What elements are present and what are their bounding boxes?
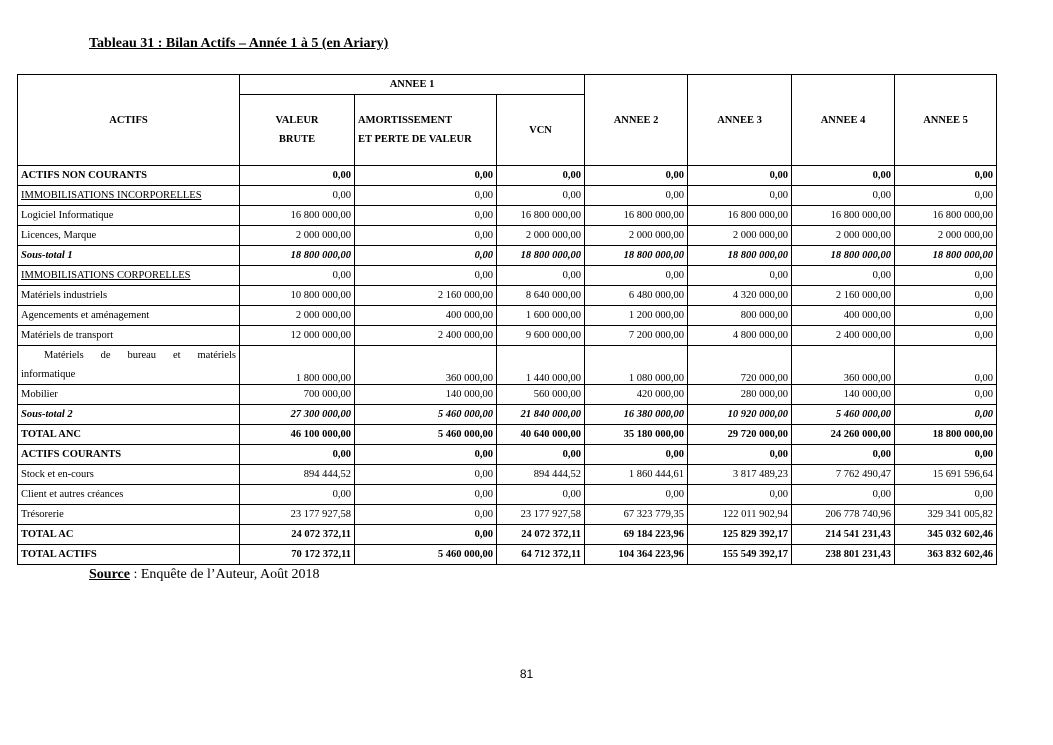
row-label: [18, 266, 240, 286]
value-cell: 214 541 231,43: [792, 525, 895, 545]
value-cell: 0,00: [895, 306, 997, 326]
value-cell: 894 444,52: [497, 465, 585, 485]
value-cell: 363 832 602,46: [895, 545, 997, 565]
value-cell: 4 320 000,00: [688, 286, 792, 306]
header-amortissement-line1: AMORTISSEMENT: [358, 115, 453, 126]
value-cell: 0,00: [895, 186, 997, 206]
value-cell: 0,00: [792, 485, 895, 505]
value-cell: 1 860 444,61: [585, 465, 688, 485]
value-cell: 16 380 000,00: [585, 405, 688, 425]
value-cell: 0,00: [792, 266, 895, 286]
value-cell: 0,00: [497, 266, 585, 286]
value-cell: 18 800 000,00: [895, 425, 997, 445]
value-cell: 35 180 000,00: [585, 425, 688, 445]
value-cell: 2 400 000,00: [355, 326, 497, 346]
value-cell: 0,00: [895, 266, 997, 286]
value-cell: 0,00: [585, 186, 688, 206]
value-cell: 1 200 000,00: [585, 306, 688, 326]
header-annee-3: ANNEE 3: [688, 75, 792, 166]
value-cell: 400 000,00: [355, 306, 497, 326]
row-label: [18, 166, 240, 186]
value-cell: 0,00: [688, 485, 792, 505]
value-cell: 122 011 902,94: [688, 505, 792, 525]
value-cell: 0,00: [792, 445, 895, 465]
value-cell: 9 600 000,00: [497, 326, 585, 346]
value-cell: 0,00: [355, 485, 497, 505]
table-row: [18, 485, 997, 505]
value-cell: 0,00: [497, 166, 585, 186]
value-cell: 2 000 000,00: [688, 226, 792, 246]
value-cell: 18 800 000,00: [688, 246, 792, 266]
value-cell: 18 800 000,00: [792, 246, 895, 266]
value-cell: 7 200 000,00: [585, 326, 688, 346]
value-cell: 5 460 000,00: [355, 425, 497, 445]
value-cell: 1 800 000,00: [240, 346, 355, 385]
table-row: [18, 385, 997, 405]
value-cell: 0,00: [895, 346, 997, 385]
header-actifs: ACTIFS: [18, 75, 240, 166]
value-cell: 46 100 000,00: [240, 425, 355, 445]
value-cell: 329 341 005,82: [895, 505, 997, 525]
value-cell: 0,00: [355, 226, 497, 246]
value-cell: 10 920 000,00: [688, 405, 792, 425]
value-cell: 16 800 000,00: [792, 206, 895, 226]
table-row: [18, 545, 997, 565]
source-key: Source: [89, 567, 130, 582]
value-cell: 238 801 231,43: [792, 545, 895, 565]
value-cell: 0,00: [792, 186, 895, 206]
table-row: [18, 286, 997, 306]
value-cell: 21 840 000,00: [497, 405, 585, 425]
value-cell: 2 000 000,00: [240, 226, 355, 246]
value-cell: 345 032 602,46: [895, 525, 997, 545]
row-label: [18, 545, 240, 565]
value-cell: 23 177 927,58: [240, 505, 355, 525]
value-cell: 27 300 000,00: [240, 405, 355, 425]
value-cell: 0,00: [240, 445, 355, 465]
value-cell: 0,00: [355, 465, 497, 485]
value-cell: 0,00: [895, 405, 997, 425]
row-label-text: Matériels industriels: [21, 290, 108, 301]
value-cell: 0,00: [355, 246, 497, 266]
row-label-text: IMMOBILISATIONS INCORPORELLES: [21, 190, 202, 201]
table-row: [18, 525, 997, 545]
header-annee-5: ANNEE 5: [895, 75, 997, 166]
value-cell: 360 000,00: [792, 346, 895, 385]
table-row: [18, 505, 997, 525]
value-cell: 0,00: [497, 445, 585, 465]
row-label-text: TOTAL AC: [21, 529, 74, 540]
value-cell: 70 172 372,11: [240, 545, 355, 565]
value-cell: 5 460 000,00: [355, 405, 497, 425]
value-cell: 0,00: [355, 445, 497, 465]
value-cell: 1 600 000,00: [497, 306, 585, 326]
value-cell: 18 800 000,00: [585, 246, 688, 266]
header-annee-1: ANNEE 1: [240, 75, 585, 95]
row-label-text: Trésorerie: [21, 509, 64, 520]
table-row: [18, 425, 997, 445]
value-cell: 0,00: [792, 166, 895, 186]
value-cell: 0,00: [240, 166, 355, 186]
value-cell: 0,00: [688, 445, 792, 465]
table-row: [18, 326, 997, 346]
value-cell: 0,00: [240, 485, 355, 505]
value-cell: 0,00: [585, 485, 688, 505]
value-cell: 280 000,00: [688, 385, 792, 405]
value-cell: 29 720 000,00: [688, 425, 792, 445]
value-cell: 0,00: [895, 326, 997, 346]
row-label: [18, 445, 240, 465]
row-label: [18, 226, 240, 246]
table-row: [18, 306, 997, 326]
value-cell: 5 460 000,00: [792, 405, 895, 425]
row-label: [18, 385, 240, 405]
value-cell: 0,00: [585, 445, 688, 465]
value-cell: 4 800 000,00: [688, 326, 792, 346]
value-cell: 2 160 000,00: [355, 286, 497, 306]
value-cell: 15 691 596,64: [895, 465, 997, 485]
value-cell: 24 072 372,11: [497, 525, 585, 545]
row-label-line1: Matériels de bureau et matériels: [44, 350, 236, 361]
value-cell: 67 323 779,35: [585, 505, 688, 525]
value-cell: 8 640 000,00: [497, 286, 585, 306]
value-cell: 18 800 000,00: [240, 246, 355, 266]
value-cell: 140 000,00: [792, 385, 895, 405]
header-annee-4: ANNEE 4: [792, 75, 895, 166]
value-cell: 360 000,00: [355, 346, 497, 385]
value-cell: 720 000,00: [688, 346, 792, 385]
row-label: [18, 246, 240, 266]
value-cell: 10 800 000,00: [240, 286, 355, 306]
row-label-text: Licences, Marque: [21, 230, 97, 241]
value-cell: 800 000,00: [688, 306, 792, 326]
table-row: [18, 465, 997, 485]
value-cell: 2 000 000,00: [792, 226, 895, 246]
row-label: [18, 465, 240, 485]
value-cell: 1 080 000,00: [585, 346, 688, 385]
row-label-text: Agencements et aménagement: [21, 310, 150, 321]
value-cell: 24 260 000,00: [792, 425, 895, 445]
value-cell: 64 712 372,11: [497, 545, 585, 565]
row-label: [18, 525, 240, 545]
value-cell: 2 000 000,00: [497, 226, 585, 246]
value-cell: 0,00: [688, 166, 792, 186]
value-cell: 1 440 000,00: [497, 346, 585, 385]
value-cell: 2 000 000,00: [585, 226, 688, 246]
table-row: [18, 186, 997, 206]
table-row: [18, 246, 997, 266]
row-label-text: TOTAL ACTIFS: [21, 549, 97, 560]
header-vcn: VCN: [497, 95, 585, 166]
value-cell: 2 000 000,00: [240, 306, 355, 326]
header-valeur-brute-line1: VALEUR: [275, 115, 319, 126]
value-cell: 700 000,00: [240, 385, 355, 405]
header-annee-2: ANNEE 2: [585, 75, 688, 166]
value-cell: 104 364 223,96: [585, 545, 688, 565]
row-label: [18, 186, 240, 206]
value-cell: 0,00: [895, 286, 997, 306]
value-cell: 0,00: [585, 166, 688, 186]
value-cell: 400 000,00: [792, 306, 895, 326]
value-cell: 16 800 000,00: [688, 206, 792, 226]
row-label-text: Stock et en-cours: [21, 469, 94, 480]
value-cell: 6 480 000,00: [585, 286, 688, 306]
value-cell: 125 829 392,17: [688, 525, 792, 545]
value-cell: 0,00: [355, 206, 497, 226]
value-cell: 0,00: [497, 485, 585, 505]
value-cell: 0,00: [895, 445, 997, 465]
row-label: [18, 505, 240, 525]
value-cell: 420 000,00: [585, 385, 688, 405]
table-title: Tableau 31 : Bilan Actifs – Année 1 à 5 (en Ariary): [89, 36, 389, 51]
source-note: [89, 567, 320, 583]
row-label-text: Logiciel Informatique: [21, 210, 114, 221]
row-label: [18, 206, 240, 226]
value-cell: 0,00: [895, 385, 997, 405]
row-label-text: ACTIFS NON COURANTS: [21, 170, 148, 181]
value-cell: 2 400 000,00: [792, 326, 895, 346]
header-valeur-brute: [240, 95, 355, 166]
value-cell: 3 817 489,23: [688, 465, 792, 485]
value-cell: 12 000 000,00: [240, 326, 355, 346]
value-cell: 0,00: [355, 166, 497, 186]
row-label: [18, 485, 240, 505]
row-label-text: ACTIFS COURANTS: [21, 449, 122, 460]
table-row: [18, 206, 997, 226]
value-cell: 23 177 927,58: [497, 505, 585, 525]
value-cell: 2 160 000,00: [792, 286, 895, 306]
value-cell: 16 800 000,00: [895, 206, 997, 226]
row-label: [18, 306, 240, 326]
row-label: [18, 405, 240, 425]
table-row: [18, 346, 997, 385]
value-cell: 5 460 000,00: [355, 545, 497, 565]
row-label-text: Matériels de transport: [21, 330, 114, 341]
value-cell: 16 800 000,00: [240, 206, 355, 226]
table-row: [18, 166, 997, 186]
row-label-line2: informatique: [21, 369, 76, 380]
value-cell: 16 800 000,00: [497, 206, 585, 226]
value-cell: 0,00: [895, 485, 997, 505]
value-cell: 140 000,00: [355, 385, 497, 405]
row-label-text: Client et autres créances: [21, 489, 124, 500]
header-amortissement: [355, 95, 497, 166]
row-label-text: Sous-total 2: [21, 409, 73, 420]
value-cell: 0,00: [688, 266, 792, 286]
value-cell: 0,00: [497, 186, 585, 206]
value-cell: 0,00: [585, 266, 688, 286]
row-label: [18, 326, 240, 346]
value-cell: 24 072 372,11: [240, 525, 355, 545]
value-cell: 40 640 000,00: [497, 425, 585, 445]
value-cell: 206 778 740,96: [792, 505, 895, 525]
row-label: [18, 346, 240, 385]
value-cell: 0,00: [355, 525, 497, 545]
page-number: 81: [519, 667, 534, 681]
value-cell: 0,00: [240, 266, 355, 286]
value-cell: 0,00: [688, 186, 792, 206]
row-label: [18, 425, 240, 445]
value-cell: 16 800 000,00: [585, 206, 688, 226]
row-label-text: TOTAL ANC: [21, 429, 82, 440]
row-label-text: Mobilier: [21, 389, 58, 400]
source-text: : Enquête de l’Auteur, Août 2018: [129, 567, 320, 582]
value-cell: 7 762 490,47: [792, 465, 895, 485]
row-label: [18, 286, 240, 306]
value-cell: 0,00: [240, 186, 355, 206]
header-valeur-brute-line2: BRUTE: [278, 134, 316, 145]
value-cell: 2 000 000,00: [895, 226, 997, 246]
value-cell: 0,00: [355, 186, 497, 206]
value-cell: 0,00: [355, 505, 497, 525]
value-cell: 0,00: [355, 266, 497, 286]
value-cell: 155 549 392,17: [688, 545, 792, 565]
value-cell: 560 000,00: [497, 385, 585, 405]
header-amortissement-line2: ET PERTE DE VALEUR: [358, 134, 472, 145]
table-row: [18, 226, 997, 246]
row-label-text: IMMOBILISATIONS CORPORELLES: [21, 270, 191, 281]
row-label-text: Sous-total 1: [21, 250, 73, 261]
value-cell: 18 800 000,00: [895, 246, 997, 266]
table-row: [18, 266, 997, 286]
value-cell: 894 444,52: [240, 465, 355, 485]
value-cell: 18 800 000,00: [497, 246, 585, 266]
balance-sheet-table: [17, 74, 997, 565]
value-cell: 0,00: [895, 166, 997, 186]
table-row: [18, 405, 997, 425]
value-cell: 69 184 223,96: [585, 525, 688, 545]
table-row: [18, 445, 997, 465]
